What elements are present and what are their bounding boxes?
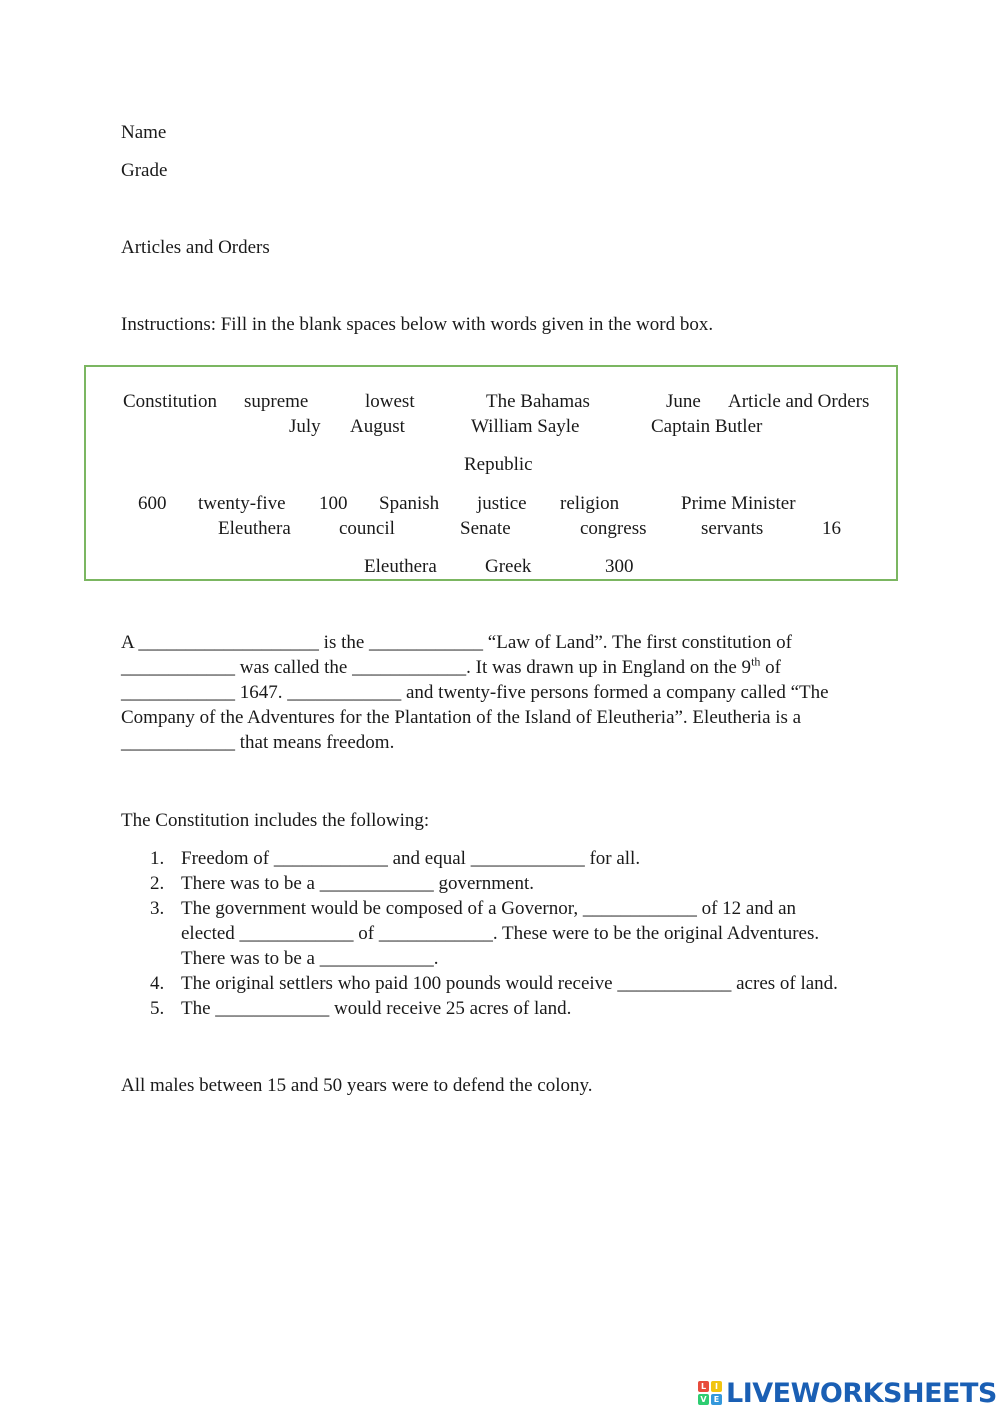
list-item: Freedom of ____________ and equal ____________ for all. <box>181 848 641 869</box>
paragraph-line: ____________ that means freedom. <box>121 732 395 753</box>
ordinal-suffix: th <box>751 654 761 669</box>
word-box-word: council <box>339 518 395 539</box>
paragraph-line <box>121 654 781 679</box>
list-intro: The Constitution includes the following: <box>121 810 430 831</box>
list-item: The ____________ would receive 25 acres of land. <box>181 998 572 1019</box>
paragraph-text: of <box>760 657 781 678</box>
worksheet-title: Articles and Orders <box>121 237 270 258</box>
word-box-word: justice <box>477 493 527 514</box>
logo-mark-icon <box>698 1381 722 1405</box>
word-box-word: 100 <box>319 493 348 514</box>
paragraph-text: ____________ was called the ____________. It was drawn up in England on the 9 <box>121 657 752 678</box>
paragraph-line: Company of the Adventures for the Plantation of the Island of Eleutheria”. Eleutheria is a <box>121 707 802 728</box>
word-box-word: congress <box>580 518 647 539</box>
liveworksheets-logo[interactable] <box>698 1376 997 1410</box>
word-box-word: supreme <box>244 391 309 412</box>
word-box-word: Greek <box>485 556 532 577</box>
list-number: 1. <box>150 848 165 869</box>
word-box-word: Republic <box>464 454 533 475</box>
word-box <box>84 365 898 581</box>
paragraph-line: ____________ 1647. ____________ and twenty-five persons formed a company called “The <box>121 682 829 703</box>
list-number: 2. <box>150 873 165 894</box>
word-box-word: The Bahamas <box>486 391 590 412</box>
word-box-word: William Sayle <box>471 416 580 437</box>
word-box-word: servants <box>701 518 764 539</box>
logo-text: LIVEWORKSHEETS <box>726 1377 997 1409</box>
closing-sentence: All males between 15 and 50 years were to defend the colony. <box>121 1075 593 1096</box>
word-box-word: July <box>289 416 321 437</box>
list-item: The government would be composed of a Governor, ____________ of 12 and an <box>181 898 797 919</box>
logo-tile: I <box>711 1381 722 1392</box>
word-box-word: Constitution <box>123 391 217 412</box>
word-box-word: Senate <box>460 518 511 539</box>
list-item-continuation: There was to be a ____________. <box>181 948 439 969</box>
word-box-word: August <box>350 416 405 437</box>
grade-label: Grade <box>121 160 168 181</box>
word-box-word: 300 <box>605 556 634 577</box>
list-number: 4. <box>150 973 165 994</box>
list-number: 5. <box>150 998 165 1019</box>
instructions: Instructions: Fill in the blank spaces below with words given in the word box. <box>121 314 714 335</box>
word-box-word: 16 <box>822 518 841 539</box>
logo-tile: L <box>698 1381 709 1392</box>
paragraph-line: A ___________________ is the ____________ “Law of Land”. The first constitution of <box>121 632 792 653</box>
word-box-word: Captain Butler <box>651 416 763 437</box>
logo-tile: V <box>698 1394 709 1405</box>
list-item-continuation: elected ____________ of ____________. These were to be the original Adventures. <box>181 923 820 944</box>
word-box-word: Eleuthera <box>218 518 291 539</box>
word-box-word: Article and Orders <box>728 391 870 412</box>
word-box-word: 600 <box>138 493 167 514</box>
word-box-word: Spanish <box>379 493 440 514</box>
name-label: Name <box>121 122 167 143</box>
word-box-word: June <box>666 391 701 412</box>
word-box-word: religion <box>560 493 620 514</box>
word-box-word: Eleuthera <box>364 556 437 577</box>
word-box-word: twenty-five <box>198 493 286 514</box>
list-item: There was to be a ____________ government. <box>181 873 534 894</box>
logo-tile: E <box>711 1394 722 1405</box>
word-box-word: lowest <box>365 391 415 412</box>
word-box-word: Prime Minister <box>681 493 796 514</box>
list-number: 3. <box>150 898 165 919</box>
list-item: The original settlers who paid 100 pounds would receive ____________ acres of land. <box>181 973 838 994</box>
